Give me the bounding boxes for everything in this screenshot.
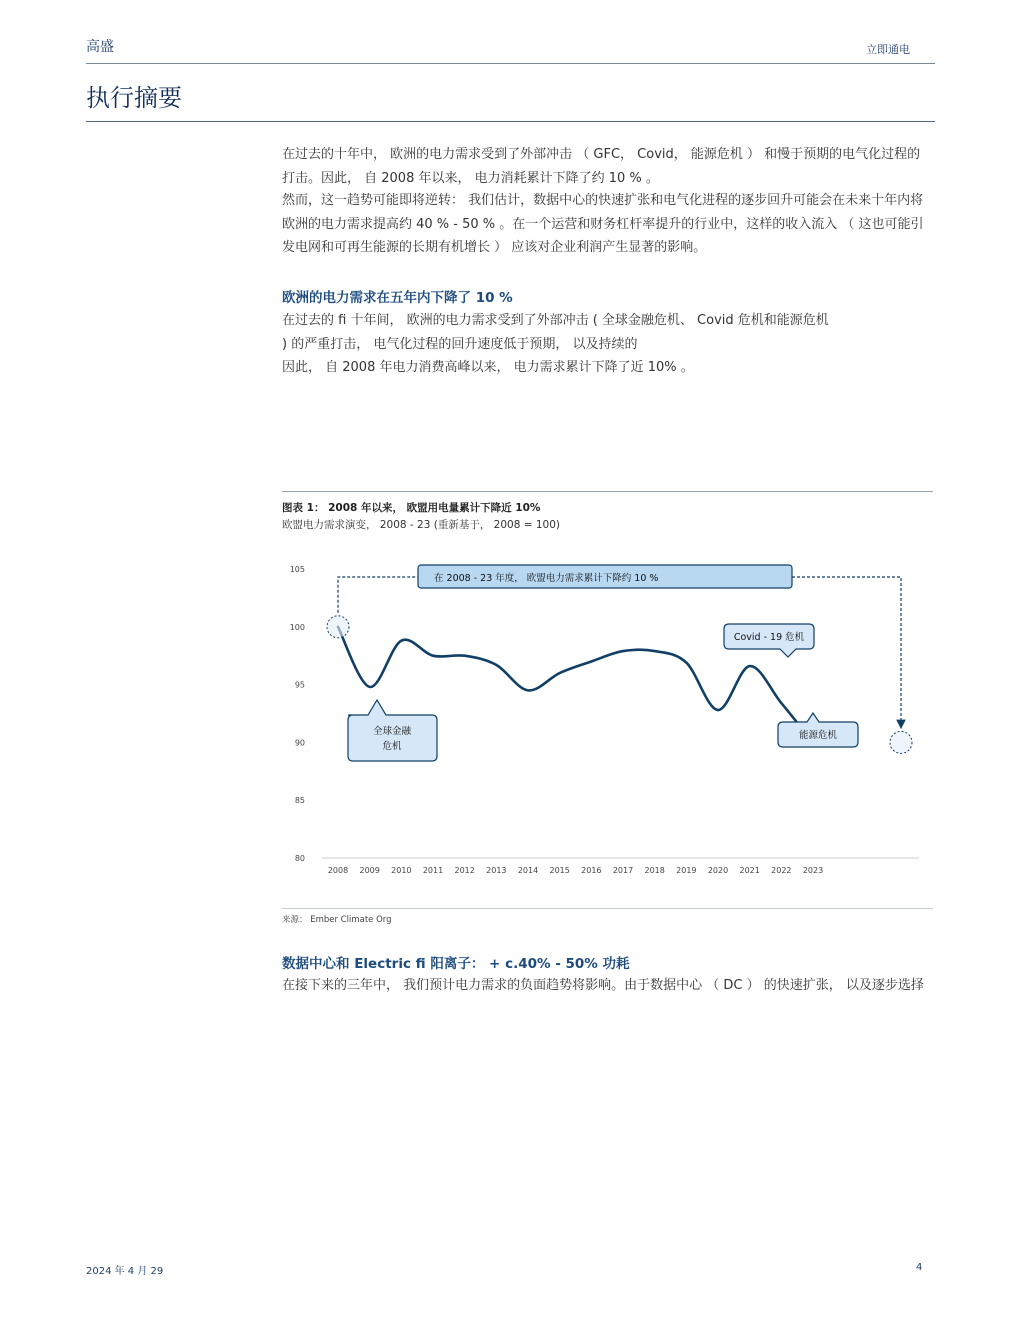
x-tick-label: 2014 — [517, 866, 539, 875]
x-tick-label: 2018 — [644, 866, 665, 875]
start-highlight-circle — [327, 616, 349, 638]
x-tick-label: 2023 — [802, 866, 824, 875]
x-tick-label: 2011 — [422, 866, 444, 875]
section-line-1: 在过去的 fi 十年间， 欧洲的电力需求受到了外部冲击 ( 全球金融危机、 Covid 危机和能源危机 — [282, 313, 829, 328]
brand-name: 高盛 — [86, 39, 114, 55]
page-title: 执行摘要 — [86, 84, 182, 112]
x-axis-ticks — [328, 866, 823, 875]
chart-bottom-divider — [282, 908, 933, 909]
section-line-3: 因此， 自 2008 年电力消费高峰以来， 电力需求累计下降了近 10% 。 — [282, 360, 694, 375]
chart-subtitle: 欧盟电力需求演变， 2008 - 23 (重新基于， 2008 = 100) — [282, 519, 560, 531]
y-tick-label: 85 — [294, 796, 305, 806]
x-tick-label: 2015 — [549, 866, 570, 875]
x-tick-label: 2017 — [612, 866, 634, 875]
gfc-callout-line-1: 全球金融 — [372, 726, 412, 737]
x-tick-label: 2009 — [359, 866, 380, 875]
x-tick-label: 2013 — [486, 866, 507, 875]
end-highlight-circle — [890, 731, 912, 753]
gfc-callout-line-2: 危机 — [382, 741, 402, 752]
page-number: 4 — [916, 1262, 923, 1273]
x-tick-label: 2008 — [327, 866, 349, 875]
covid-callout-text: Covid - 19 危机 — [733, 632, 805, 643]
chart-top-divider — [282, 491, 933, 492]
chart-source: 来源： Ember Climate Org — [282, 915, 392, 925]
title-divider — [86, 121, 935, 122]
intro-paragraph-2: 然而，这一趋势可能即将逆转： 我们估计，数据中心的快速扩张和电气化进程的逐步回升可能会在未来十年内将欧洲的电力需求提高约 40 % - 50 % 。在一个运营和财务杠杆率提升的行业中，这样的收入流入 （ 这也可能引发电网和可再生能源的长期有机增长 ） 应该对企业利润产生显著的影响。 — [282, 193, 924, 255]
footer-date: 2024 年 4 月 29 — [86, 1266, 164, 1277]
x-tick-label: 2021 — [739, 866, 760, 875]
y-tick-label: 95 — [294, 680, 305, 690]
y-axis-ticks — [290, 565, 305, 863]
chart-title: 图表 1： 2008 年以来， 欧盟用电量累计下降近 10% — [282, 502, 541, 514]
section-paragraph-demand-decline — [282, 309, 932, 380]
energy-callout-text: 能源危机 — [798, 730, 838, 741]
banner-callout-text: 在 2008 - 23 年度， 欧盟电力需求累计下降约 10 % — [434, 573, 659, 584]
x-tick-label: 2012 — [454, 866, 475, 875]
y-tick-label: 80 — [294, 854, 305, 863]
x-tick-label: 2019 — [676, 866, 697, 875]
y-tick-label: 100 — [289, 622, 305, 632]
x-tick-label: 2020 — [707, 866, 729, 875]
report-title-link[interactable]: 立即通电 — [866, 43, 910, 56]
header-divider — [86, 63, 935, 64]
section-heading-data-centers: 数据中心和 Electric fi 阳离子： + c.40% - 50% 功耗 — [282, 956, 630, 972]
section-paragraph-data-centers: 在接下来的三年中， 我们预计电力需求的负面趋势将影响。由于数据中心 （ DC ） 的快速扩张， 以及逐步选择 — [282, 978, 924, 993]
x-tick-label: 2022 — [771, 866, 792, 875]
y-tick-label: 90 — [294, 738, 305, 748]
demand-line-chart — [282, 550, 933, 890]
x-tick-label: 2016 — [581, 866, 602, 875]
section-line-2: ) 的严重打击， 电气化过程的回升速度低于预期， 以及持续的 — [282, 336, 638, 352]
section-heading-demand-decline: 欧洲的电力需求在五年内下降了 10 % — [282, 290, 513, 306]
x-tick-label: 2010 — [391, 866, 412, 875]
intro-paragraph-1: 在过去的十年中， 欧洲的电力需求受到了外部冲击 （ GFC， Covid， 能源危机 ） 和慢于预期的电气化过程的打击。因此， 自 2008 年以来， 电力消耗累计下降了约 10 % 。 — [282, 147, 921, 186]
y-tick-label: 105 — [289, 565, 305, 574]
